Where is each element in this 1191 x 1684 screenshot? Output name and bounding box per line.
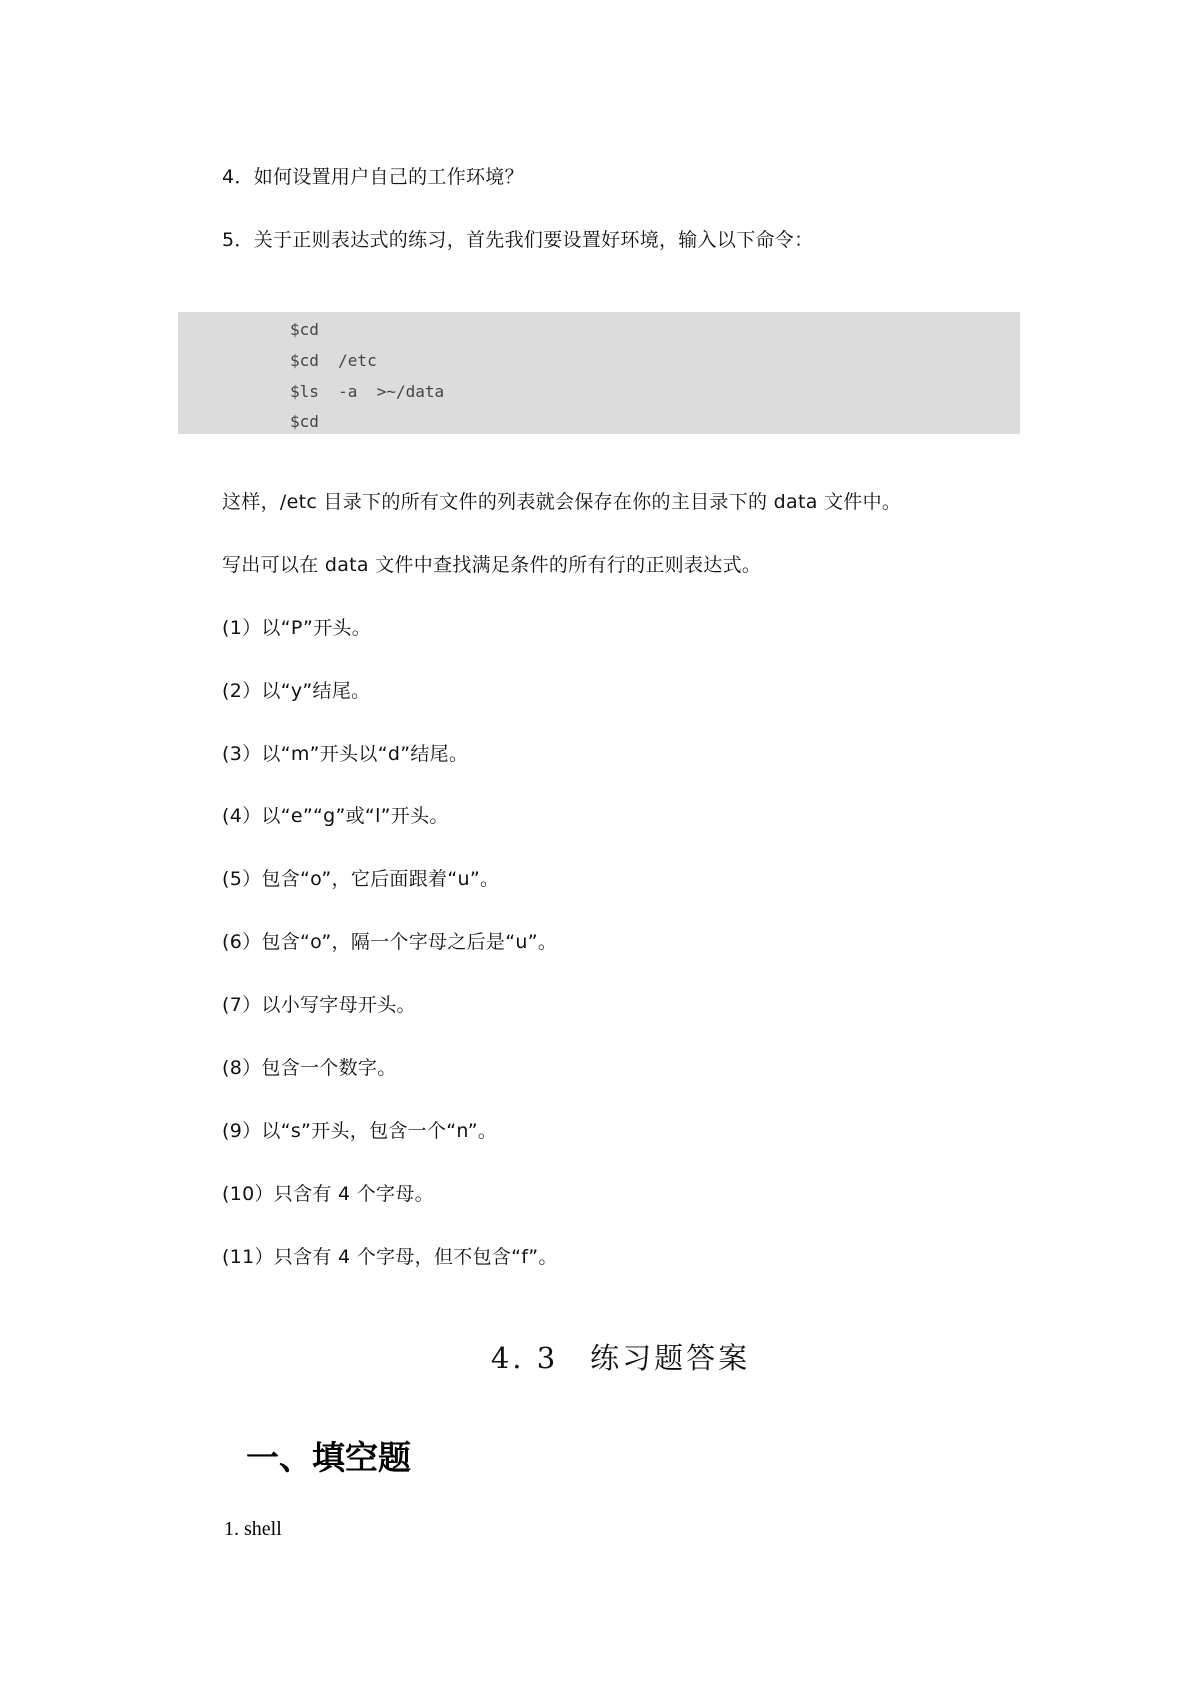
list-item: (6）包含“o”，隔一个字母之后是“u”。 — [222, 931, 558, 953]
code-block — [178, 312, 1020, 434]
fill-in-heading: 一、填空题 — [246, 1438, 411, 1477]
list-item: (4）以“e”“g”或“l”开头。 — [222, 805, 449, 827]
section-title: 4. 3 练习题答案 — [490, 1341, 751, 1375]
list-item: (10）只含有 4 个字母。 — [222, 1183, 434, 1205]
list-item: (9）以“s”开头，包含一个“n”。 — [222, 1120, 498, 1142]
code-line: $ls -a >~/data — [290, 382, 445, 401]
list-item: (7）以小写字母开头。 — [222, 994, 416, 1016]
list-item: (1）以“P”开头。 — [222, 617, 371, 639]
code-line: $cd /etc — [290, 351, 377, 370]
instruction-text: 写出可以在 data 文件中查找满足条件的所有行的正则表达式。 — [222, 554, 762, 576]
question-5: 5．关于正则表达式的练习，首先我们要设置好环境，输入以下命令： — [222, 229, 814, 251]
list-item: (2）以“y”结尾。 — [222, 680, 371, 702]
list-item: (3）以“m”开头以“d”结尾。 — [222, 743, 469, 765]
code-line: $cd — [290, 320, 319, 339]
code-line: $cd — [290, 412, 319, 431]
list-item: (8）包含一个数字。 — [222, 1057, 397, 1079]
list-item: (5）包含“o”，它后面跟着“u”。 — [222, 868, 500, 890]
question-4: 4．如何设置用户自己的工作环境？ — [222, 166, 524, 188]
answer-item: 1. shell — [224, 1518, 282, 1540]
list-item: (11）只含有 4 个字母，但不包含“f”。 — [222, 1246, 558, 1268]
explanation-text: 这样，/etc 目录下的所有文件的列表就会保存在你的主目录下的 data 文件中。 — [222, 491, 902, 513]
